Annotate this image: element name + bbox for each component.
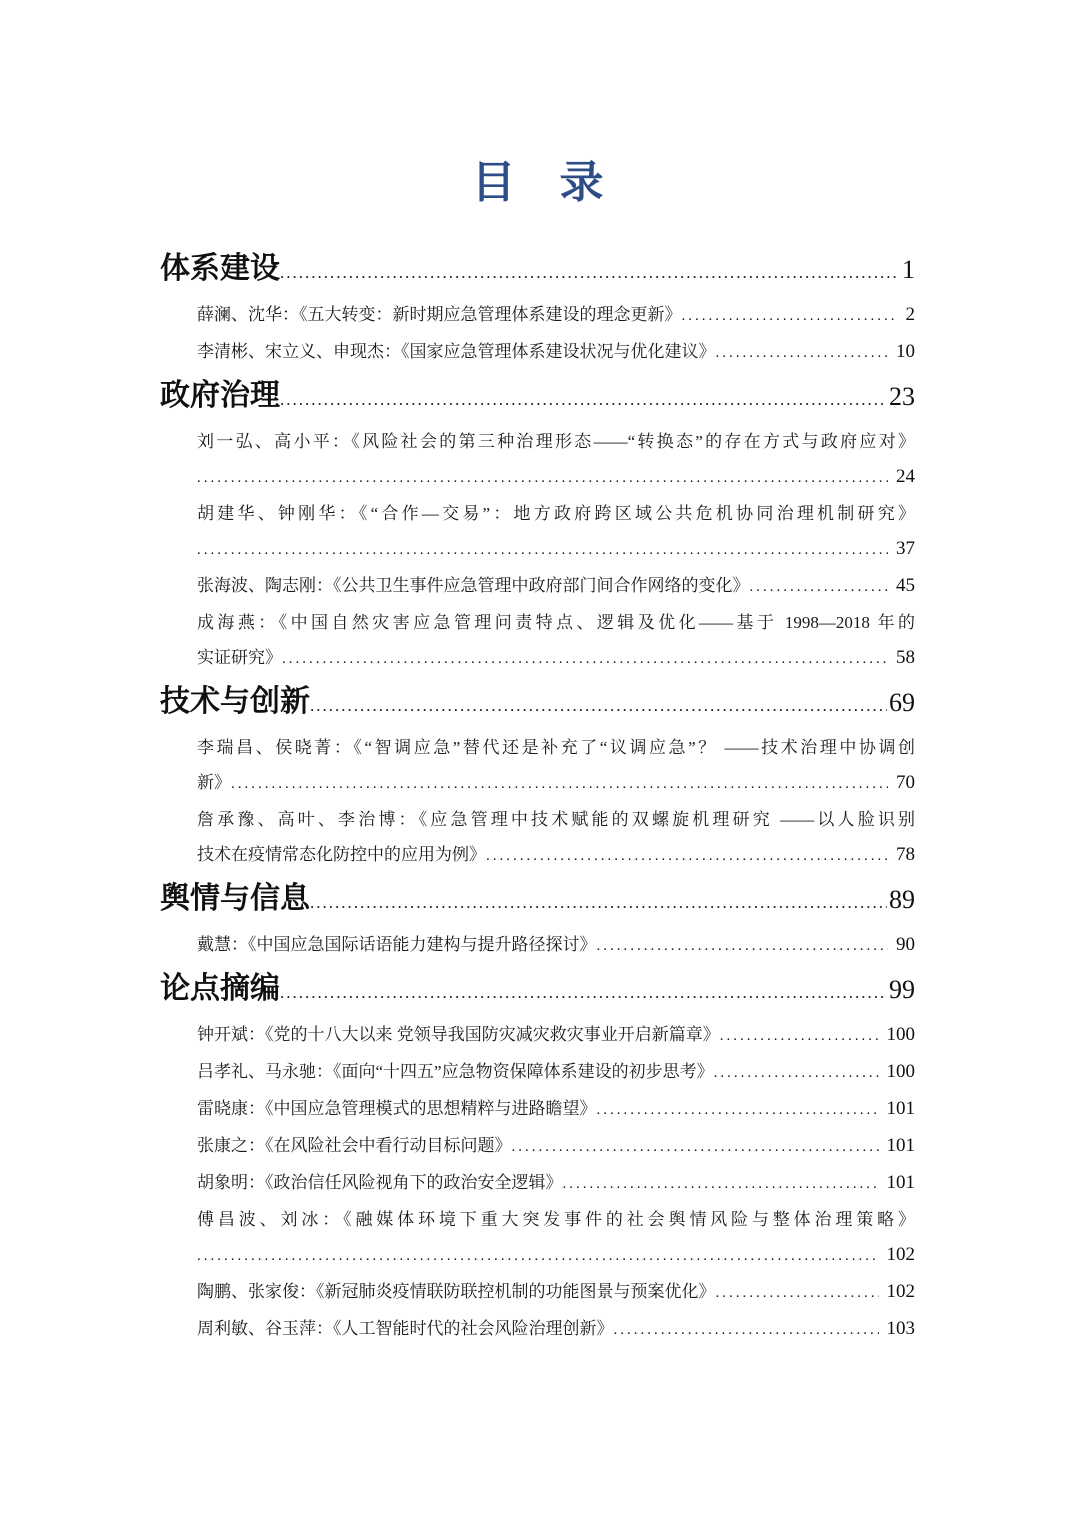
entry-text: 周利敏、谷玉萍：《人工智能时代的社会风险治理创新》	[197, 1319, 614, 1338]
entry-text: 成海燕：《中国自然灾害应急管理问责特点、逻辑及优化——基于 1998—2018 年的	[197, 613, 915, 632]
entry-page-number: 100	[886, 1024, 915, 1045]
dot-leader	[716, 335, 889, 371]
entry-page-number: 101	[886, 1172, 915, 1193]
section-page-number: 89	[889, 885, 915, 914]
entry-page-number: 78	[896, 844, 915, 865]
page-title: 目 录	[471, 158, 604, 207]
entry-text: 傅昌波、刘冰：《融媒体环境下重大突发事件的社会舆情风险与整体治理策略》	[197, 1210, 915, 1229]
table-of-contents	[160, 246, 915, 1348]
toc-entry-line	[160, 297, 915, 334]
toc-entry-line	[160, 531, 915, 568]
entry-page-number: 37	[896, 538, 915, 559]
section-heading-line	[160, 679, 915, 730]
dot-leader	[486, 838, 888, 874]
dot-leader	[716, 1275, 879, 1311]
dot-leader	[597, 928, 889, 964]
entry-page-number: 90	[896, 934, 915, 955]
section-page-number: 1	[902, 255, 915, 284]
toc-entry-line	[160, 1237, 915, 1274]
entry-page-number: 101	[886, 1098, 915, 1119]
entry-page-number: 10	[896, 341, 915, 362]
section-title: 政府治理	[160, 379, 280, 412]
dot-leader	[750, 569, 889, 605]
entry-text: 张康之：《在风险社会中看行动目标问题》	[197, 1136, 512, 1155]
section-title: 舆情与信息	[160, 882, 310, 915]
toc-entry-line	[160, 837, 915, 874]
entry-text: 钟开斌：《党的十八大以来 党领导我国防灾减灾救灾事业开启新篇章》	[197, 1025, 720, 1044]
entry-page-number: 101	[886, 1135, 915, 1156]
section-heading-line	[160, 876, 915, 927]
entry-page-number: 58	[896, 647, 915, 668]
toc-entry-line	[160, 568, 915, 605]
entry-page-number: 24	[896, 466, 915, 487]
entry-text: 李清彬、宋立义、申现杰：《国家应急管理体系建设状况与优化建议》	[197, 342, 716, 361]
dot-leader	[310, 683, 887, 730]
entry-text: 胡建华、钟刚华：《“合作—交易”：地方政府跨区域公共危机协同治理机制研究》	[197, 504, 915, 523]
dot-leader	[720, 1018, 879, 1054]
dot-leader	[310, 880, 887, 927]
dot-leader	[197, 532, 888, 568]
section-page-number: 99	[889, 975, 915, 1004]
dot-leader	[280, 970, 887, 1017]
toc-entry-line	[160, 802, 915, 837]
dot-leader	[597, 1092, 879, 1128]
dot-leader	[714, 1055, 879, 1091]
toc-entry-line	[160, 1128, 915, 1165]
toc-entry-line	[160, 640, 915, 677]
entry-text: 新》	[197, 773, 231, 792]
entry-page-number: 45	[896, 575, 915, 596]
toc-entry-line	[160, 459, 915, 496]
entry-page-number: 102	[886, 1281, 915, 1302]
dot-leader	[282, 641, 888, 677]
entry-text: 实证研究》	[197, 648, 282, 667]
entry-text: 刘一弘、高小平：《风险社会的第三种治理形态——“转换态”的存在方式与政府应对》	[197, 432, 915, 451]
toc-entry-line	[160, 1091, 915, 1128]
dot-leader	[563, 1166, 879, 1202]
section-page-number: 23	[889, 382, 915, 411]
dot-leader	[280, 377, 887, 424]
dot-leader	[197, 460, 888, 496]
toc-entry-line	[160, 1165, 915, 1202]
toc-entry-line	[160, 1017, 915, 1054]
entry-page-number: 100	[886, 1061, 915, 1082]
dot-leader	[614, 1312, 879, 1348]
entry-text: 吕孝礼、马永驰：《面向“十四五”应急物资保障体系建设的初步思考》	[197, 1062, 714, 1081]
entry-text: 胡象明：《政治信任风险视角下的政治安全逻辑》	[197, 1173, 563, 1192]
entry-text: 张海波、陶志刚：《公共卫生事件应急管理中政府部门间合作网络的变化》	[197, 576, 750, 595]
entry-text: 李瑞昌、侯晓菁：《“智调应急”替代还是补充了“议调应急”？ ——技术治理中协调创	[197, 738, 915, 757]
entry-text: 詹承豫、高叶、李治博：《应急管理中技术赋能的双螺旋机理研究 ——以人脸识别	[197, 810, 915, 829]
section-heading-line	[160, 373, 915, 424]
toc-entry-line	[160, 334, 915, 371]
entry-text: 技术在疫情常态化防控中的应用为例》	[197, 845, 486, 864]
toc-entry-line	[160, 765, 915, 802]
toc-entry-line	[160, 1274, 915, 1311]
entry-text: 陶鹏、张家俊：《新冠肺炎疫情联防联控机制的功能图景与预案优化》	[197, 1282, 716, 1301]
entry-page-number: 103	[886, 1318, 915, 1339]
dot-leader	[231, 766, 888, 802]
section-heading-line	[160, 246, 915, 297]
toc-entry-line	[160, 927, 915, 964]
dot-leader	[512, 1129, 879, 1165]
toc-entry-line	[160, 605, 915, 640]
entry-page-number: 2	[905, 304, 915, 325]
toc-entry-line	[160, 730, 915, 765]
section-heading-line	[160, 966, 915, 1017]
entry-page-number: 70	[896, 772, 915, 793]
toc-entry-line	[160, 1054, 915, 1091]
toc-entry-line	[160, 1202, 915, 1237]
section-page-number: 69	[889, 688, 915, 717]
toc-entry-line	[160, 424, 915, 459]
entry-text: 薛澜、沈华：《五大转变：新时期应急管理体系建设的理念更新》	[197, 305, 682, 324]
section-title: 技术与创新	[160, 685, 310, 718]
dot-leader	[280, 250, 900, 297]
section-title: 体系建设	[160, 252, 280, 285]
dot-leader	[197, 1238, 879, 1274]
toc-entry-line	[160, 1311, 915, 1348]
toc-entry-line	[160, 496, 915, 531]
dot-leader	[682, 298, 898, 334]
entry-page-number: 102	[886, 1244, 915, 1265]
section-title: 论点摘编	[160, 972, 280, 1005]
entry-text: 雷晓康：《中国应急管理模式的思想精粹与进路瞻望》	[197, 1099, 597, 1118]
entry-text: 戴慧：《中国应急国际话语能力建构与提升路径探讨》	[197, 935, 597, 954]
